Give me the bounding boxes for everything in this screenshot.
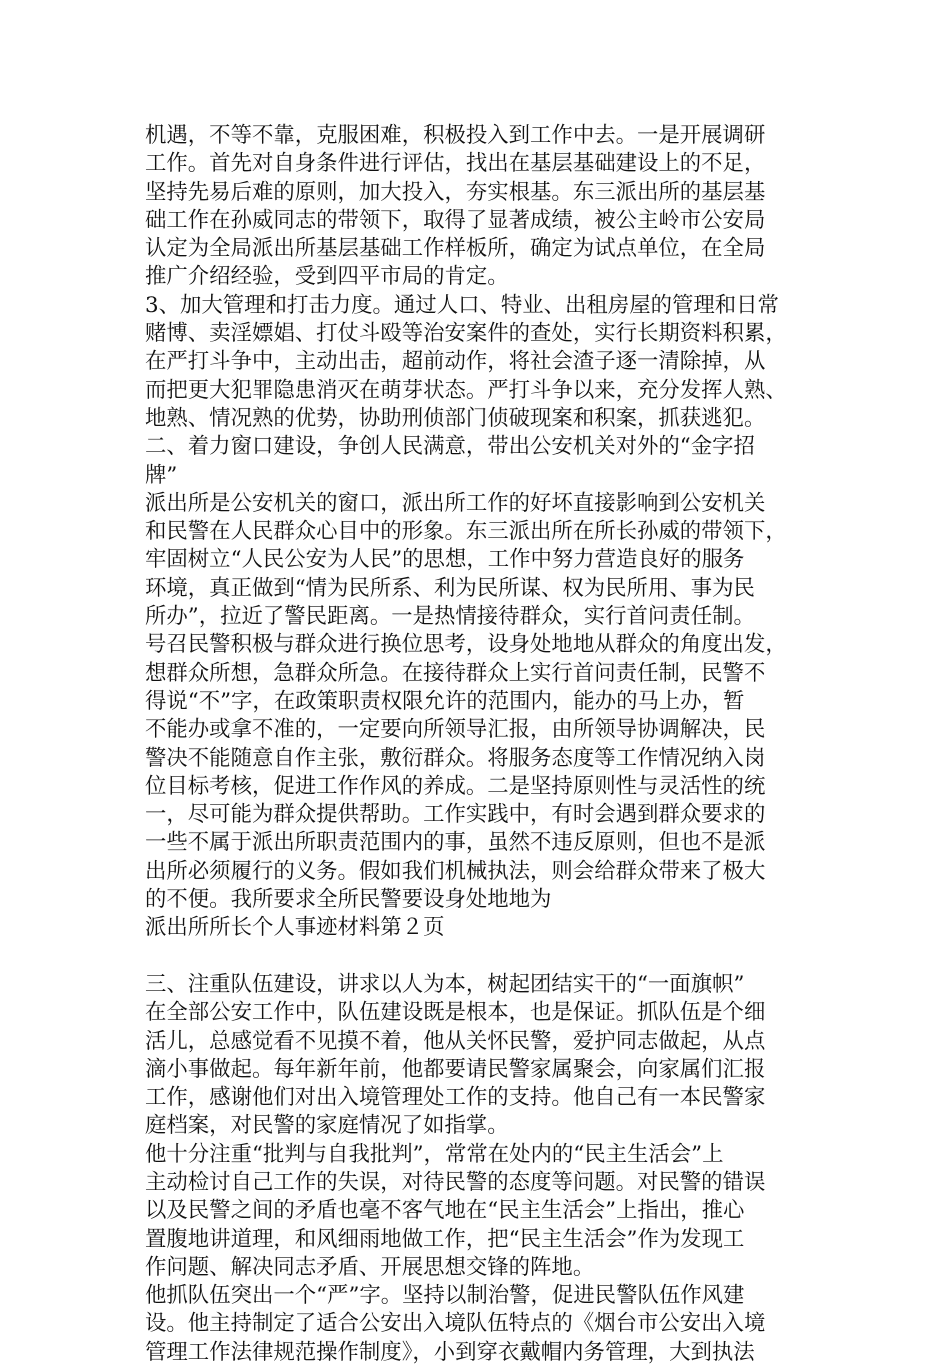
text-line: 环境，真正做到“情为民所系、利为民所谋、权为民所用、事为民: [145, 575, 755, 601]
text-line: 庭档案，对民警的家庭情况了如指掌。: [145, 1113, 509, 1139]
text-line: 以及民警之间的矛盾也毫不客气地在“民主生活会”上指出，推心: [145, 1198, 745, 1224]
text-line: 想群众所想，急群众所急。在接待群众上实行首问责任制，民警不: [145, 660, 766, 686]
text-line: 得说“不”字，在政策职责权限允许的范围内，能办的马上办，暂: [145, 688, 745, 714]
text-line: 而把更大犯罪隐患消灭在萌芽状态。严打斗争以来，充分发挥人熟、: [145, 377, 787, 403]
text-line: 三、注重队伍建设，讲求以人为本，树起团结实干的“一面旗帜”: [145, 971, 745, 997]
text-line: 在严打斗争中，主动出击，超前动作，将社会渣子逐一清除掉，从: [145, 349, 766, 375]
document-body-top: [145, 122, 805, 914]
text-line: 认定为全局派出所基层基础工作样板所，确定为试点单位，在全局: [145, 236, 766, 262]
text-line: 3、加大管理和打击力度。通过人口、特业、出租房屋的管理和日常: [145, 292, 779, 318]
text-line: 牢固树立“人民公安为人民”的思想，工作中努力营造良好的服务: [145, 547, 745, 573]
text-line: 出所必须履行的义务。假如我们机械执法，则会给群众带来了极大: [145, 858, 766, 884]
text-line: 不能办或拿不准的，一定要向所领导汇报，由所领导协调解决，民: [145, 717, 766, 743]
text-line: 设。他主持制定了适合公安出入境队伍特点的《烟台市公安出入境: [145, 1311, 766, 1337]
text-line: 置腹地讲道理，和风细雨地做工作，把“民主生活会”作为发现工: [145, 1226, 745, 1252]
text-line: 活儿，总感觉看不见摸不着，他从关怀民警，爱护同志做起，从点: [145, 1028, 766, 1054]
text-line: 主动检讨自己工作的失误，对待民警的态度等问题。对民警的错误: [145, 1169, 766, 1195]
text-line: 在全部公安工作中，队伍建设既是根本，也是保证。抓队伍是个细: [145, 1000, 766, 1026]
text-line: 号召民警积极与群众进行换位思考，设身处地地从群众的角度出发，: [145, 632, 787, 658]
text-line: 管理工作法律规范操作制度》，小到穿衣戴帽内务管理，大到执法: [145, 1339, 755, 1365]
text-line: 础工作在孙威同志的带领下，取得了显著成绩，被公主岭市公安局: [145, 207, 766, 233]
document-page: [145, 122, 805, 1367]
text-line: 一，尽可能为群众提供帮助。工作实践中，有时会遇到群众要求的: [145, 802, 766, 828]
document-body-bottom: [145, 971, 805, 1367]
text-line: 滴小事做起。每年新年前，他都要请民警家属聚会，向家属们汇报: [145, 1056, 766, 1082]
text-line: 位目标考核，促进工作作风的养成。二是坚持原则性与灵活性的统: [145, 773, 766, 799]
text-line: 工作，感谢他们对出入境管理处工作的支持。他自己有一本民警家: [145, 1085, 766, 1111]
text-line: 警决不能随意自作主张，敷衍群众。将服务态度等工作情况纳入岗: [145, 745, 766, 771]
text-line: 牌”: [145, 462, 178, 488]
blank-line: [145, 943, 805, 971]
text-line: 赌博、卖淫嫖娼、打仗斗殴等治安案件的查处，实行长期资料积累，: [145, 321, 787, 347]
text-line: 派出所是公安机关的窗口，派出所工作的好坏直接影响到公安机关: [145, 490, 766, 516]
text-line: 和民警在人民群众心目中的形象。东三派出所在所长孙威的带领下，: [145, 519, 787, 545]
text-line: 二、着力窗口建设，争创人民满意，带出公安机关对外的“金字招: [145, 434, 755, 460]
text-line: 的不便。我所要求全所民警要设身处地地为: [145, 887, 552, 913]
text-line: 推广介绍经验，受到四平市局的肯定。: [145, 264, 509, 290]
text-line: 所办”，拉近了警民距离。一是热情接待群众，实行首问责任制。: [145, 604, 755, 630]
page-marker: 派出所所长个人事迹材料第２页: [145, 915, 445, 941]
text-line: 作问题、解决同志矛盾、开展思想交锋的阵地。: [145, 1254, 595, 1280]
text-line: 一些不属于派出所职责范围内的事，虽然不违反原则，但也不是派: [145, 830, 766, 856]
text-line: 他抓队伍突出一个“严”字。坚持以制治警，促进民警队伍作风建: [145, 1283, 745, 1309]
text-line: 坚持先易后难的原则，加大投入，夯实根基。东三派出所的基层基: [145, 179, 766, 205]
text-line: 机遇，不等不靠，克服困难，积极投入到工作中去。一是开展调研: [145, 123, 766, 148]
text-line: 地熟、情况熟的优势，协助刑侦部门侦破现案和积案，抓获逃犯。: [145, 405, 766, 431]
text-line: 他十分注重“批判与自我批判”，常常在处内的“民主生活会”上: [145, 1141, 724, 1167]
text-line: 工作。首先对自身条件进行评估，找出在基层基础建设上的不足，: [145, 151, 766, 177]
